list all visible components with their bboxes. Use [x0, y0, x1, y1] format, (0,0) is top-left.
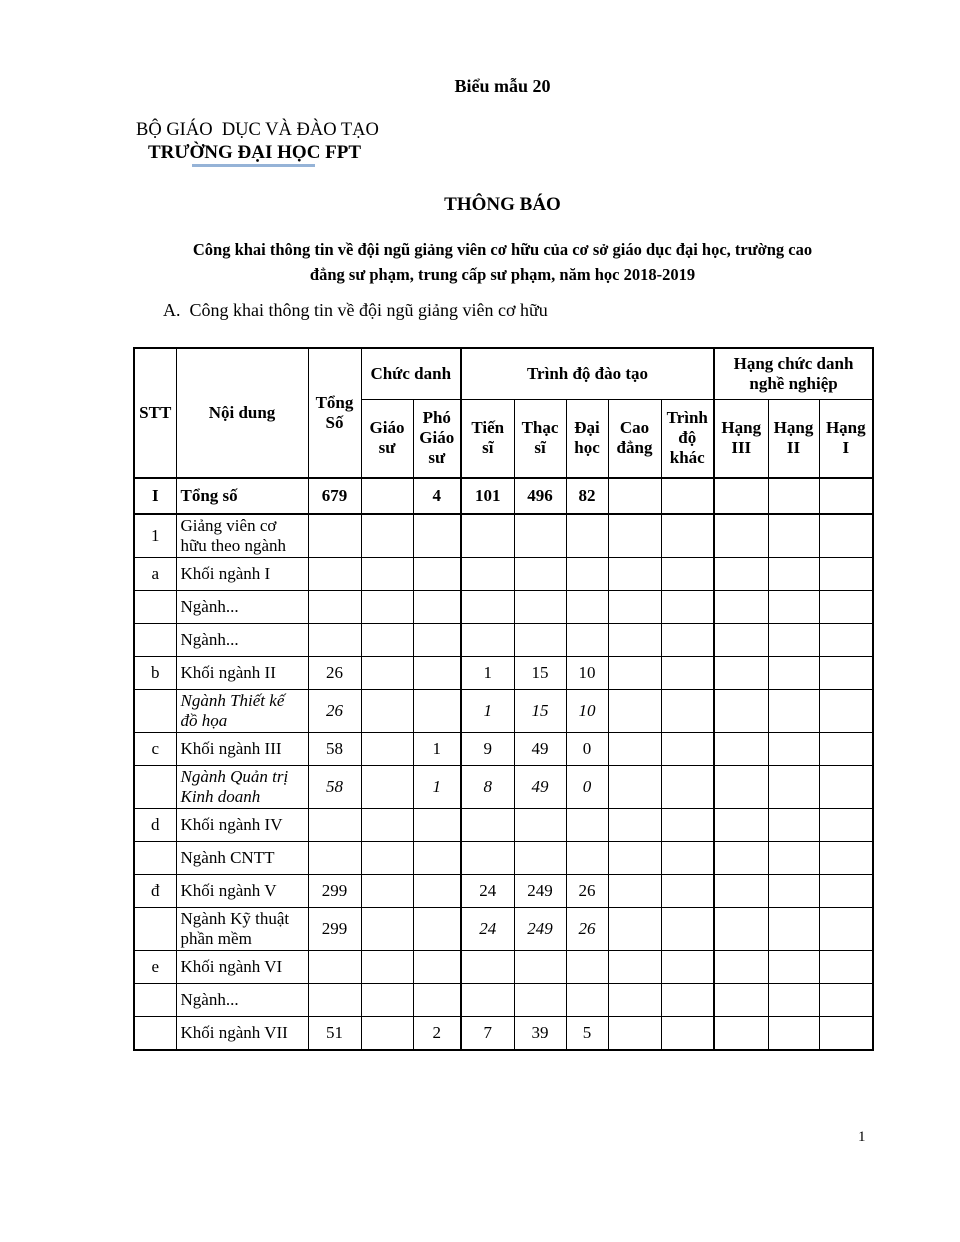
cell-value [819, 908, 873, 951]
cell-value: 51 [308, 1017, 361, 1050]
cell-label: Khối ngành VII [176, 1017, 308, 1050]
cell-value [566, 984, 608, 1017]
cell-value: 0 [566, 733, 608, 766]
cell-label: Khối ngành VI [176, 951, 308, 984]
cell-value [661, 478, 714, 514]
cell-stt [134, 842, 176, 875]
cell-value [661, 558, 714, 591]
cell-value [714, 951, 768, 984]
table-row [134, 842, 873, 875]
cell-value [566, 809, 608, 842]
cell-value: 10 [566, 657, 608, 690]
cell-value [819, 1017, 873, 1050]
cell-value: 1 [413, 733, 461, 766]
cell-value: 101 [461, 478, 514, 514]
cell-stt: e [134, 951, 176, 984]
cell-value [608, 733, 661, 766]
cell-value [308, 951, 361, 984]
section-a-heading: A. Công khai thông tin về đội ngũ giảng viên cơ hữu [163, 300, 548, 320]
cell-stt [134, 624, 176, 657]
cell-value [608, 875, 661, 908]
cell-label: Ngành... [176, 984, 308, 1017]
cell-value [566, 591, 608, 624]
cell-value [413, 690, 461, 733]
cell-value: 679 [308, 478, 361, 514]
cell-value [819, 733, 873, 766]
cell-value: 1 [413, 766, 461, 809]
cell-value [661, 951, 714, 984]
cell-stt [134, 984, 176, 1017]
table-row [134, 558, 873, 591]
header-group-education: Trình độ đào tạo [461, 348, 714, 399]
cell-value [361, 766, 413, 809]
cell-stt [134, 766, 176, 809]
header-assoc-professor: Phó Giáo sư [413, 399, 461, 478]
cell-value [768, 809, 819, 842]
cell-value [514, 591, 566, 624]
cell-value [661, 809, 714, 842]
university-name: TRƯỜNG ĐẠI HỌC FPT [148, 142, 362, 163]
header-doctor: Tiến sĩ [461, 399, 514, 478]
cell-value [566, 514, 608, 558]
table-row [134, 875, 873, 908]
header-bachelor: Đại học [566, 399, 608, 478]
cell-value [714, 809, 768, 842]
cell-value [514, 514, 566, 558]
cell-value [361, 558, 413, 591]
cell-value [768, 842, 819, 875]
cell-value: 8 [461, 766, 514, 809]
cell-value [819, 657, 873, 690]
notice-subtitle [113, 237, 892, 287]
cell-value [608, 908, 661, 951]
university-underline [192, 164, 315, 167]
notice-subtitle-line1: Công khai thông tin về đội ngũ giảng viên cơ hữu của cơ sở giáo dục đại học, trường cao [192, 240, 813, 259]
cell-value: 7 [461, 1017, 514, 1050]
cell-value: 299 [308, 908, 361, 951]
cell-value [361, 591, 413, 624]
cell-label: Tổng số [176, 478, 308, 514]
cell-value [768, 478, 819, 514]
cell-value [461, 842, 514, 875]
cell-value [768, 733, 819, 766]
cell-value [308, 842, 361, 875]
page-number: 1 [858, 1129, 866, 1145]
cell-value [361, 809, 413, 842]
cell-value [608, 951, 661, 984]
table-row [134, 908, 873, 951]
header-rank-ii: Hạng II [768, 399, 819, 478]
table-row [134, 1017, 873, 1050]
cell-value [714, 657, 768, 690]
cell-value [819, 875, 873, 908]
cell-value [413, 514, 461, 558]
cell-value [819, 951, 873, 984]
cell-value [361, 478, 413, 514]
cell-label: Khối ngành I [176, 558, 308, 591]
cell-value [608, 984, 661, 1017]
cell-value [714, 1017, 768, 1050]
cell-stt [134, 591, 176, 624]
cell-value: 5 [566, 1017, 608, 1050]
cell-value: 39 [514, 1017, 566, 1050]
header-other-level: Trình độ khác [661, 399, 714, 478]
cell-value [413, 951, 461, 984]
cell-value [413, 984, 461, 1017]
cell-value: 299 [308, 875, 361, 908]
header-content: Nội dung [176, 348, 308, 478]
cell-value [714, 766, 768, 809]
cell-value [361, 875, 413, 908]
cell-value [714, 984, 768, 1017]
cell-value [819, 514, 873, 558]
cell-value [714, 842, 768, 875]
cell-stt: a [134, 558, 176, 591]
cell-value [714, 514, 768, 558]
notice-subtitle-line2: đẳng sư phạm, trung cấp sư phạm, năm học 2018-2019 [309, 265, 696, 284]
cell-value: 10 [566, 690, 608, 733]
cell-value [768, 875, 819, 908]
header-rank-i: Hạng I [819, 399, 873, 478]
ministry-name: BỘ GIÁO DỤC VÀ ĐÀO TẠO [136, 120, 379, 140]
cell-value [361, 1017, 413, 1050]
cell-stt: d [134, 809, 176, 842]
cell-value [461, 591, 514, 624]
header-stt: STT [134, 348, 176, 478]
cell-value [514, 842, 566, 875]
table-row [134, 478, 873, 514]
cell-value [566, 842, 608, 875]
cell-value [608, 624, 661, 657]
cell-value [361, 842, 413, 875]
cell-value [608, 657, 661, 690]
cell-value [768, 657, 819, 690]
header-group-title: Chức danh [361, 348, 461, 399]
cell-value [661, 591, 714, 624]
form-label: Biểu mẫu 20 [454, 76, 551, 96]
cell-value [413, 809, 461, 842]
cell-value [768, 514, 819, 558]
cell-value [608, 842, 661, 875]
cell-value: 15 [514, 690, 566, 733]
cell-value: 26 [566, 875, 608, 908]
cell-value [461, 984, 514, 1017]
cell-value [608, 514, 661, 558]
cell-value: 2 [413, 1017, 461, 1050]
cell-value [308, 591, 361, 624]
cell-value [461, 624, 514, 657]
cell-value [413, 842, 461, 875]
cell-value [608, 591, 661, 624]
cell-value [661, 766, 714, 809]
cell-value: 24 [461, 908, 514, 951]
cell-stt: c [134, 733, 176, 766]
cell-value: 49 [514, 766, 566, 809]
cell-value [361, 908, 413, 951]
cell-value [413, 624, 461, 657]
cell-value [514, 984, 566, 1017]
cell-stt: I [134, 478, 176, 514]
cell-value [819, 809, 873, 842]
cell-value [361, 514, 413, 558]
cell-value [819, 690, 873, 733]
cell-value: 58 [308, 733, 361, 766]
cell-label: Ngành CNTT [176, 842, 308, 875]
cell-value [361, 690, 413, 733]
header-master: Thạc sĩ [514, 399, 566, 478]
table-row [134, 624, 873, 657]
cell-value [661, 733, 714, 766]
notice-title: THÔNG BÁO [444, 194, 561, 215]
cell-value: 249 [514, 875, 566, 908]
cell-value [308, 514, 361, 558]
cell-value [661, 908, 714, 951]
cell-value [768, 984, 819, 1017]
cell-label: Ngành... [176, 591, 308, 624]
cell-label: Khối ngành V [176, 875, 308, 908]
cell-value [413, 908, 461, 951]
cell-value [514, 951, 566, 984]
cell-label: Khối ngành III [176, 733, 308, 766]
cell-value [819, 766, 873, 809]
cell-label: Ngành... [176, 624, 308, 657]
table-row [134, 809, 873, 842]
table-row [134, 733, 873, 766]
cell-value [819, 624, 873, 657]
cell-value [768, 558, 819, 591]
cell-value [661, 1017, 714, 1050]
cell-value [461, 809, 514, 842]
cell-value [413, 657, 461, 690]
cell-value: 4 [413, 478, 461, 514]
cell-value [308, 984, 361, 1017]
header-professor: Giáo sư [361, 399, 413, 478]
cell-value: 24 [461, 875, 514, 908]
cell-value [768, 908, 819, 951]
cell-value [308, 809, 361, 842]
cell-value: 496 [514, 478, 566, 514]
table-row [134, 657, 873, 690]
cell-value: 1 [461, 657, 514, 690]
cell-value [608, 1017, 661, 1050]
cell-value [514, 558, 566, 591]
cell-value [308, 558, 361, 591]
cell-value [514, 809, 566, 842]
cell-value: 26 [566, 908, 608, 951]
cell-value [661, 514, 714, 558]
cell-value [413, 875, 461, 908]
cell-value [361, 984, 413, 1017]
cell-value [608, 766, 661, 809]
header-rank-iii: Hạng III [714, 399, 768, 478]
table-row [134, 591, 873, 624]
cell-stt [134, 1017, 176, 1050]
cell-value [714, 733, 768, 766]
cell-value [819, 558, 873, 591]
cell-value [461, 951, 514, 984]
header-total: Tổng Số [308, 348, 361, 478]
cell-value [608, 690, 661, 733]
cell-value: 249 [514, 908, 566, 951]
table-row [134, 984, 873, 1017]
cell-value: 49 [514, 733, 566, 766]
cell-value [714, 908, 768, 951]
cell-value: 1 [461, 690, 514, 733]
cell-value: 15 [514, 657, 566, 690]
cell-value [819, 591, 873, 624]
cell-value: 82 [566, 478, 608, 514]
cell-stt [134, 908, 176, 951]
cell-value [413, 558, 461, 591]
cell-value [714, 875, 768, 908]
cell-value [661, 842, 714, 875]
lecturer-table-body [134, 478, 873, 1050]
cell-value [768, 951, 819, 984]
cell-value [819, 842, 873, 875]
cell-value [661, 624, 714, 657]
cell-stt: đ [134, 875, 176, 908]
cell-value [714, 478, 768, 514]
cell-value [608, 809, 661, 842]
cell-value [413, 591, 461, 624]
cell-value [714, 558, 768, 591]
cell-stt: b [134, 657, 176, 690]
cell-value [361, 733, 413, 766]
cell-value [819, 984, 873, 1017]
cell-value [361, 951, 413, 984]
cell-value [514, 624, 566, 657]
cell-value [661, 690, 714, 733]
cell-value [768, 766, 819, 809]
lecturer-table-wrap [133, 347, 874, 1051]
table-row [134, 690, 873, 733]
cell-value [714, 624, 768, 657]
cell-value [768, 1017, 819, 1050]
lecturer-table [133, 347, 874, 1051]
cell-value [566, 558, 608, 591]
cell-label: Giảng viên cơ hữu theo ngành [176, 514, 308, 558]
cell-value [768, 690, 819, 733]
cell-value [819, 478, 873, 514]
table-row [134, 951, 873, 984]
cell-label: Khối ngành II [176, 657, 308, 690]
cell-label: Ngành Kỹ thuật phần mềm [176, 908, 308, 951]
cell-value [714, 591, 768, 624]
cell-value [566, 624, 608, 657]
cell-value [608, 558, 661, 591]
cell-value [361, 657, 413, 690]
cell-stt: 1 [134, 514, 176, 558]
cell-value [461, 558, 514, 591]
header-group-rank: Hạng chức danh nghề nghiệp [714, 348, 873, 399]
cell-value: 26 [308, 657, 361, 690]
cell-value: 0 [566, 766, 608, 809]
table-row [134, 766, 873, 809]
cell-value [661, 875, 714, 908]
cell-value: 26 [308, 690, 361, 733]
cell-value: 58 [308, 766, 361, 809]
cell-value [566, 951, 608, 984]
cell-value [661, 657, 714, 690]
cell-value [661, 984, 714, 1017]
cell-value [714, 690, 768, 733]
cell-value: 9 [461, 733, 514, 766]
table-row [134, 514, 873, 558]
cell-label: Ngành Quản trị Kinh doanh [176, 766, 308, 809]
cell-label: Ngành Thiết kế đồ họa [176, 690, 308, 733]
cell-value [461, 514, 514, 558]
cell-label: Khối ngành IV [176, 809, 308, 842]
cell-value [608, 478, 661, 514]
cell-value [768, 624, 819, 657]
cell-stt [134, 690, 176, 733]
cell-value [308, 624, 361, 657]
cell-value [768, 591, 819, 624]
cell-value [361, 624, 413, 657]
header-college: Cao đẳng [608, 399, 661, 478]
